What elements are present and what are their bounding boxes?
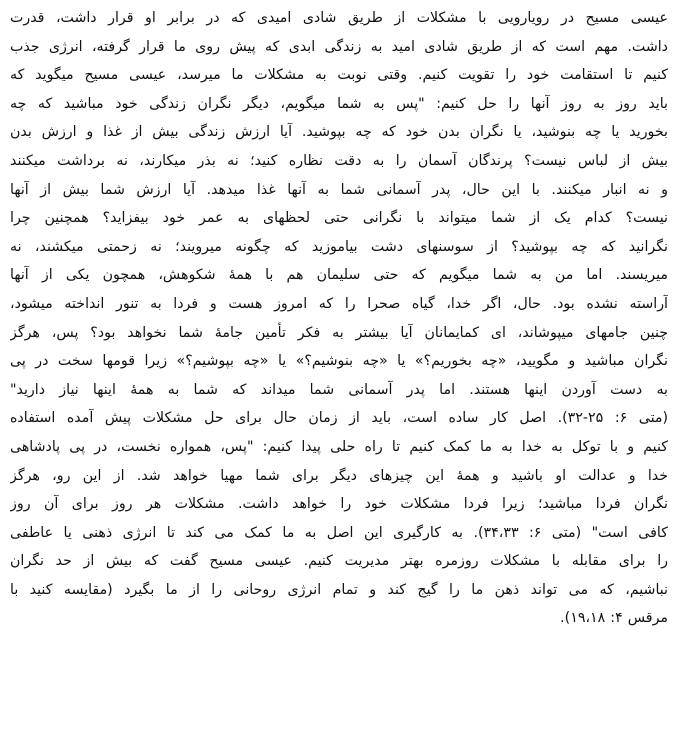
text-line-15: (متی ۶: ۲۵-۳۲). اصل کار ساده است، باید از زمان حال برای حل مشکلات پیش آمده استفاده (10, 410, 668, 427)
text-line-20: را برای مقابله با مشکلات روزمره بهتر مدیریت کنیم. عیسی مسیح گفت که بیش از حد نگران (10, 553, 668, 570)
text-line-16: کنیم و با توکل به خدا به ما کمک کنیم تا راه حلی پیدا کنیم: "پس، همواره نخست، در پی پادشاهی (10, 438, 668, 455)
text-line-1: عیسی مسیح در رویارویی با مشکلات از طریق شادی امیدی که در برابر او قرار داشت، قدرت (10, 10, 668, 26)
text-line-11: آراسته نشده بود. حال، اگر خدا، گیاه صحرا را که امروز هست و فردا به تنور انداخته میشود، (10, 295, 668, 312)
text-line-12: چنین جامهای میپوشاند، ای کمایمانان آیا بیشتر به فکر تأمین جامهٔ شما نخواهد بود؟ پس، هرگز (10, 324, 668, 341)
text-line-19: کافی است" (متی ۶: ۳۴،۳۳). به کارگیری این اصل به ما کمک می کند تا انرژی ذهنی یا عاطفی (10, 524, 668, 541)
body-paragraph (10, 4, 668, 633)
text-line-22: مرقس ۴: ۱۹،۱۸). (560, 610, 668, 627)
text-line-5: بخورید یا چه بنوشید، یا نگران بدن خود که چه بپوشید. آیا ارزش زندگی بیش از غذا و ارزش بدن (10, 124, 668, 141)
text-line-7: و نه انبار میکنند. با این حال، پدر آسمانی شما به آنها غذا میدهد. آیا ارزش شما بیش از آنها (10, 181, 668, 198)
text-line-4: باید روز به روز آنها را حل کنیم: "پس به شما میگویم، دیگر نگران زندگی خود مباشید که چه (10, 95, 668, 112)
text-line-3: کنیم تا استقامت خود را تقویت کنیم. وقتی نوبت به مشکلات ما میرسد، عیسی مسیح میگوید که (10, 67, 668, 84)
text-line-21: نباشیم، که می تواند ذهن ما را گیج کند و تمام انرژی روحانی را از ما بگیرد (مقایسه کنید با (10, 581, 668, 598)
text-line-8: نیست؟ کدام یک از شما میتواند با نگرانی حتی لحظهای به عمر خود بیفزاید؟ همچنین چرا (10, 210, 668, 227)
text-line-2: داشت. مهم است که از طریق شادی امید به زندگی ابدی که پیش روی ما قرار گرفته، انرژی جذب (10, 38, 668, 55)
text-line-9: نگرانید که چه بپوشید؟ از سوسنهای دشت بیاموزید که چگونه میرویند؛ نه زحمتی میکشند، نه (10, 238, 668, 255)
text-line-13: نگران مباشید و مگویید، «چه بخوریم؟» یا «چه بنوشیم؟» یا «چه بپوشیم؟» زیرا قومها سخت در پی (10, 353, 668, 370)
text-line-14: به دست آوردن اینها هستند. اما پدر آسمانی شما میداند که شما به همهٔ اینها نیاز دارید" (10, 381, 668, 398)
text-line-6: بیش از لباس نیست؟ پرندگان آسمان را به دقت نظاره کنید؛ نه بذر میکارند، نه برداشت میکنند (10, 152, 668, 169)
text-line-18: نگران فردا مباشید؛ زیرا فردا مشکلات خود را خواهد داشت. مشکلات هر روز برای آن روز (10, 496, 668, 513)
text-line-10: میریسند. اما من به شما میگویم که حتی سلیمان هم با همهٔ شکوهش، همچون یکی از آنها (10, 267, 668, 284)
text-line-17: خدا و عدالت او باشید و همهٔ این چیزهای دیگر برای شما مهیا خواهد شد. از این رو، هرگز (10, 467, 668, 484)
